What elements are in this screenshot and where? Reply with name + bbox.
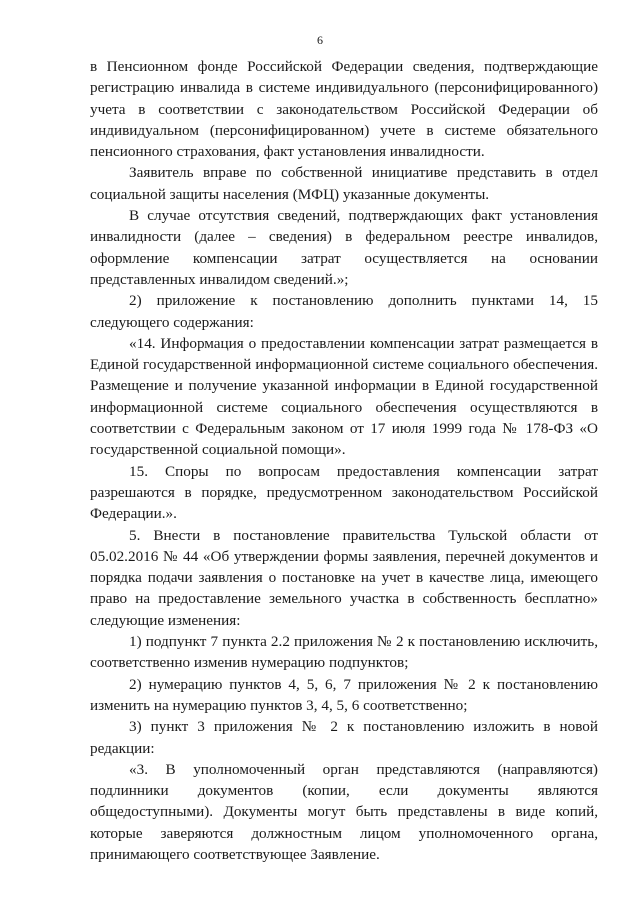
paragraph: 2) нумерацию пунктов 4, 5, 6, 7 приложения № 2 к постановлению изменить на нумерацию пунктов 3, 4, 5, 6 соответственно; (90, 675, 598, 714)
paragraph: в Пенсионном фонде Российской Федерации сведения, подтверждающие регистрацию инвалида в системе индивидуального (персонифицированного) учета в соответствии с законодательством Российской Федерации об индивидуальном (персонифицированном) учете в системе обязательного пенсионного страхования, факт установления инвалидности. (90, 58, 598, 161)
paragraph: 1) подпункт 7 пункта 2.2 приложения № 2 к постановлению исключить, соответственно изменив нумерацию подпунктов; (90, 633, 598, 672)
paragraph: В случае отсутствия сведений, подтверждающих факт установления инвалидности (далее – сведения) в федеральном реестре инвалидов, оформление компенсации затрат осуществляется на основании представленных инвалидом сведений.»; (90, 207, 598, 288)
page-number: 6 (317, 33, 323, 47)
paragraph: 3) пункт 3 приложения № 2 к постановлению изложить в новой редакции: (90, 718, 598, 757)
paragraph: Заявитель вправе по собственной инициативе представить в отдел социальной защиты населения (МФЦ) указанные документы. (90, 164, 598, 203)
document-body (90, 56, 598, 865)
paragraph: «14. Информация о предоставлении компенсации затрат размещается в Единой государственной информационной системе социального обеспечения. Размещение и получение указанной информации в Единой государственной информационной системе социального обеспечения осуществляются в соответствии с Федеральным законом от 17 июля 1999 года № 178-ФЗ «О государственной социальной помощи». (90, 334, 598, 459)
paragraph: 5. Внести в постановление правительства Тульской области от 05.02.2016 № 44 «Об утверждении формы заявления, перечней документов и порядка подачи заявления о постановке на учет в качестве лица, имеющего право на предоставление земельного участка в собственность бесплатно» следующие изменения: (90, 526, 598, 629)
paragraph: «3. В уполномоченный орган представляются (направляются) подлинники документов (копии, если документы являются общедоступными). Документы могут быть представлены в виде копий, которые заверяются должностным лицом уполномоченного органа, принимающего соответствующее Заявление. (90, 760, 598, 863)
paragraph: 2) приложение к постановлению дополнить пунктами 14, 15 следующего содержания: (90, 292, 598, 331)
paragraph: 15. Споры по вопросам предоставления компенсации затрат разрешаются в порядке, предусмотренном законодательством Российской Федерации.». (90, 462, 598, 523)
